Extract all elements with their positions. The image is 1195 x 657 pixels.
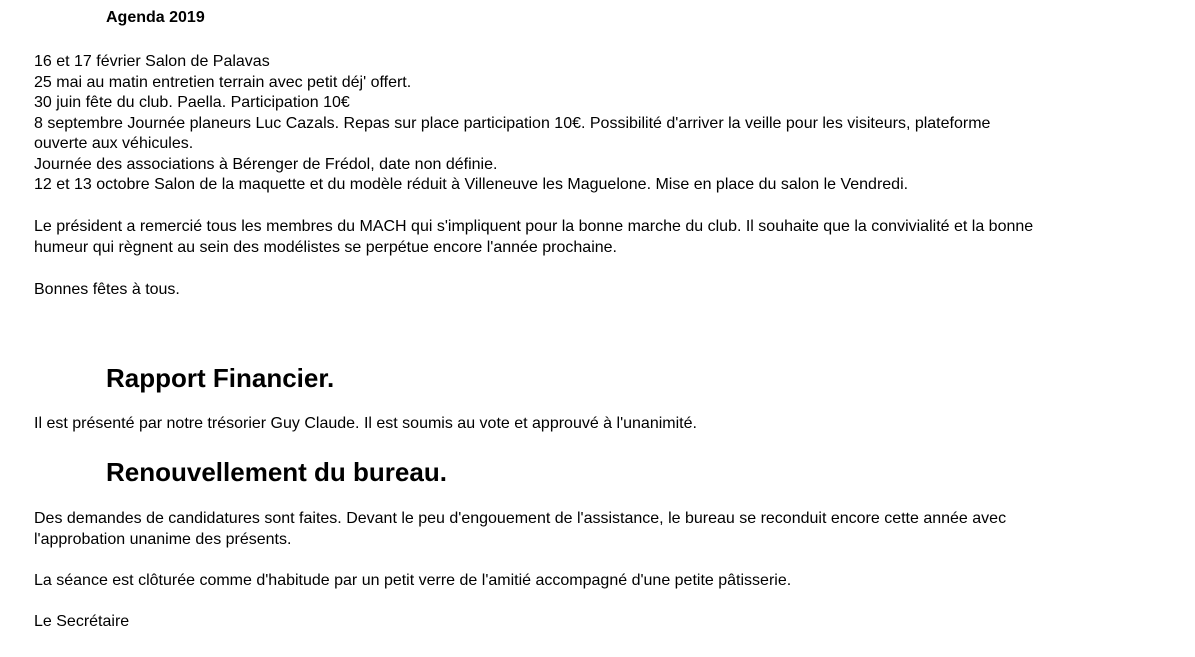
financial-heading: Rapport Financier. — [106, 363, 335, 393]
bureau-heading: Renouvellement du bureau. — [106, 457, 447, 487]
agenda-item: 30 juin fête du club. Paella. Participation 10€ — [34, 94, 350, 111]
agenda-title: Agenda 2019 — [106, 9, 205, 26]
closing-text: La séance est clôturée comme d'habitude par un petit verre de l'amitié accompagné d'une petite pâtisserie. — [34, 572, 792, 589]
agenda-item: 16 et 17 février Salon de Palavas — [34, 53, 270, 70]
thanks-paragraph — [34, 217, 1174, 258]
signature: Le Secrétaire — [34, 613, 130, 630]
agenda-item: ouverte aux véhicules. — [34, 135, 194, 152]
bureau-line: Des demandes de candidatures sont faites. Devant le peu d'engouement de l'assistance, le bureau se reconduit encore cette année avec — [34, 510, 1007, 527]
bureau-paragraph — [34, 509, 1174, 550]
greetings-text: Bonnes fêtes à tous. — [34, 281, 180, 298]
agenda-item: 8 septembre Journée planeurs Luc Cazals. Repas sur place participation 10€. Possibilité d'arriver la veille pour les visiteurs, plateforme — [34, 114, 991, 132]
agenda-item: Journée des associations à Bérenger de Frédol, date non définie. — [34, 155, 498, 173]
agenda-item: 25 mai au matin entretien terrain avec petit déj' offert. — [34, 73, 412, 91]
thanks-line: humeur qui règnent au sein des modélistes se perpétue encore l'année prochaine. — [34, 238, 617, 256]
thanks-line: Le président a remercié tous les membres du MACH qui s'impliquent pour la bonne marche du club. Il souhaite que la convivialité et la bonne — [34, 218, 1034, 235]
agenda-list — [34, 52, 1174, 196]
agenda-item: 12 et 13 octobre Salon de la maquette et du modèle réduit à Villeneuve les Maguelone. Mise en place du salon le Vendredi. — [34, 176, 909, 193]
bureau-line: l'approbation unanime des présents. — [34, 530, 292, 548]
financial-text: Il est présenté par notre trésorier Guy Claude. Il est soumis au vote et approuvé à l'unanimité. — [34, 415, 697, 432]
